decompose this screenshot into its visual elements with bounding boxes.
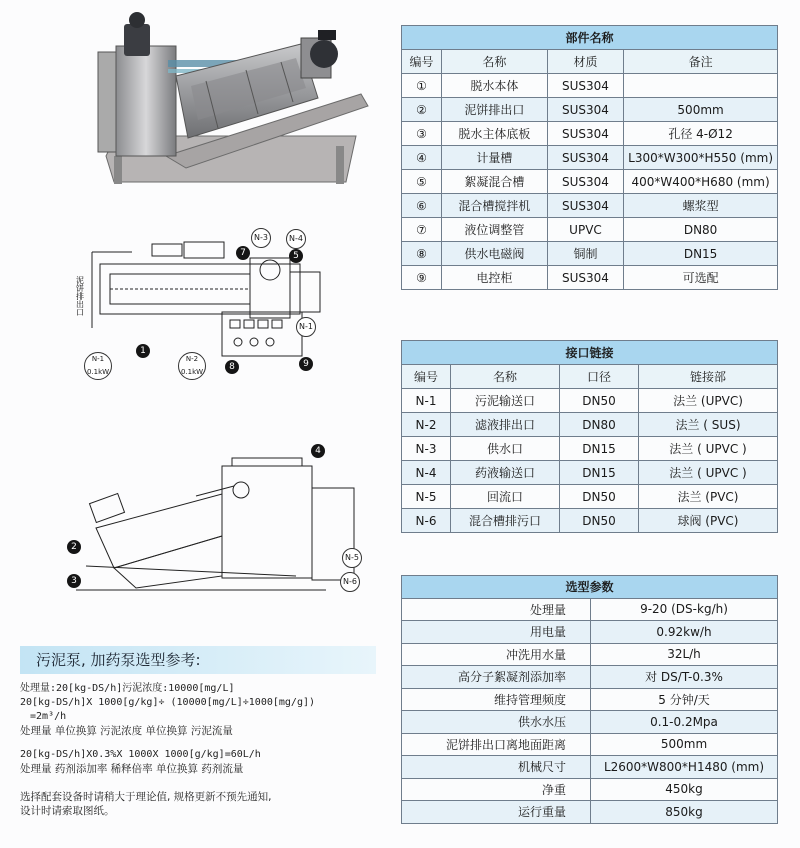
table-row: 机械尺寸 L2600*W800*H1480 (mm) <box>402 756 778 779</box>
callout-3: 3 <box>67 574 81 588</box>
table-row: ④ 计量槽 SUS304 L300*W300*H550 (mm) <box>402 146 778 170</box>
selection-table-title: 选型参数 <box>402 576 778 599</box>
pump-reference-title: 污泥泵, 加药泵选型参考: <box>20 646 376 674</box>
callout-1: 1 <box>136 344 150 358</box>
motor-label-2: N-2 0.1kW <box>178 352 206 380</box>
reference-note-2: 设计时请索取图纸。 <box>20 805 115 817</box>
table-row: N-3 供水口 DN15 法兰 ( UPVC ) <box>402 437 778 461</box>
table-row: ② 泥饼排出口 SUS304 500mm <box>402 98 778 122</box>
table-row: ① 脱水本体 SUS304 <box>402 74 778 98</box>
connection-table-title: 接口链接 <box>402 341 778 365</box>
callout-8: 8 <box>225 360 239 374</box>
nozzle-n4: N-4 <box>286 229 306 249</box>
table-row: 运行重量 850kg <box>402 801 778 824</box>
reference-line-1: 处理量:20[kg-DS/h]污泥浓度:10000[mg/L] <box>20 683 235 694</box>
parts-header-material: 材质 <box>547 50 623 74</box>
table-row: 供水水压 0.1-0.2Mpa <box>402 711 778 734</box>
table-row: ⑥ 混合槽搅拌机 SUS304 螺浆型 <box>402 194 778 218</box>
nozzle-n3: N-3 <box>251 228 271 248</box>
callout-9: 9 <box>299 357 313 371</box>
parts-header-no: 编号 <box>402 50 442 74</box>
selection-table <box>401 575 778 824</box>
side-view-diagram <box>56 436 376 618</box>
table-row: 高分子絮凝剂添加率 对 DS/T-0.3% <box>402 666 778 689</box>
conn-header-diameter: 口径 <box>560 365 639 389</box>
parts-table-title: 部件名称 <box>402 26 778 50</box>
table-row: ⑧ 供水电磁阀 铜制 DN15 <box>402 242 778 266</box>
reference-line-4: 处理量 单位换算 污泥浓度 单位换算 污泥流量 <box>20 725 233 737</box>
table-row: ③ 脱水主体底板 SUS304 孔径 4-Ø12 <box>402 122 778 146</box>
table-row: N-6 混合槽排污口 DN50 球阀 (PVC) <box>402 509 778 533</box>
machine-photo <box>56 6 386 192</box>
table-row: ⑦ 液位调整管 UPVC DN80 <box>402 218 778 242</box>
callout-7: 7 <box>236 246 250 260</box>
reference-line-5: 20[kg-DS/h]X0.3%X 1000X 1000[g/kg]=60L/h <box>20 749 261 760</box>
table-row: N-1 污泥输送口 DN50 法兰 (UPVC) <box>402 389 778 413</box>
table-row: 维持管理频度 5 分钟/天 <box>402 688 778 711</box>
callout-4: 4 <box>311 444 325 458</box>
callout-5: 5 <box>289 249 303 263</box>
table-row: ⑨ 电控柜 SUS304 可选配 <box>402 266 778 290</box>
reference-line-2: 20[kg-DS/h]X 1000[g/kg]÷ (10000[mg/L]÷1000[mg/g]) <box>20 697 316 708</box>
cake-outlet-side-label: 泥饼排出口 <box>75 276 85 316</box>
parts-header-name: 名称 <box>442 50 548 74</box>
table-row: 处理量 9-20 (DS-kg/h) <box>402 598 778 621</box>
top-view-diagram <box>72 212 392 382</box>
table-row: 冲洗用水量 32L/h <box>402 643 778 666</box>
reference-line-3: =2m³/h <box>30 711 67 722</box>
table-row: ⑤ 絮凝混合槽 SUS304 400*W400*H680 (mm) <box>402 170 778 194</box>
table-row: N-2 滤液排出口 DN80 法兰 ( SUS) <box>402 413 778 437</box>
table-row: 泥饼排出口离地面距离 500mm <box>402 733 778 756</box>
reference-note-1: 选择配套设备时请稍大于理论值, 规格更新不预先通知, <box>20 791 272 803</box>
parts-table <box>401 25 778 290</box>
motor-label-1: N-1 0.1kW <box>84 352 112 380</box>
table-row: 用电量 0.92kw/h <box>402 621 778 644</box>
table-row: 净重 450kg <box>402 778 778 801</box>
callout-2: 2 <box>67 540 81 554</box>
reference-line-6: 处理量 药剂添加率 稀释倍率 单位换算 药剂流量 <box>20 763 244 775</box>
table-row: N-4 药液输送口 DN15 法兰 ( UPVC ) <box>402 461 778 485</box>
conn-header-joint: 链接部 <box>639 365 778 389</box>
nozzle-n5: N-5 <box>342 548 362 568</box>
nozzle-n6: N-6 <box>340 572 360 592</box>
table-row: N-5 回流口 DN50 法兰 (PVC) <box>402 485 778 509</box>
parts-header-note: 备注 <box>624 50 778 74</box>
conn-header-no: 编号 <box>402 365 451 389</box>
connection-table <box>401 340 778 533</box>
conn-header-name: 名称 <box>451 365 560 389</box>
nozzle-n1: N-1 <box>296 317 316 337</box>
